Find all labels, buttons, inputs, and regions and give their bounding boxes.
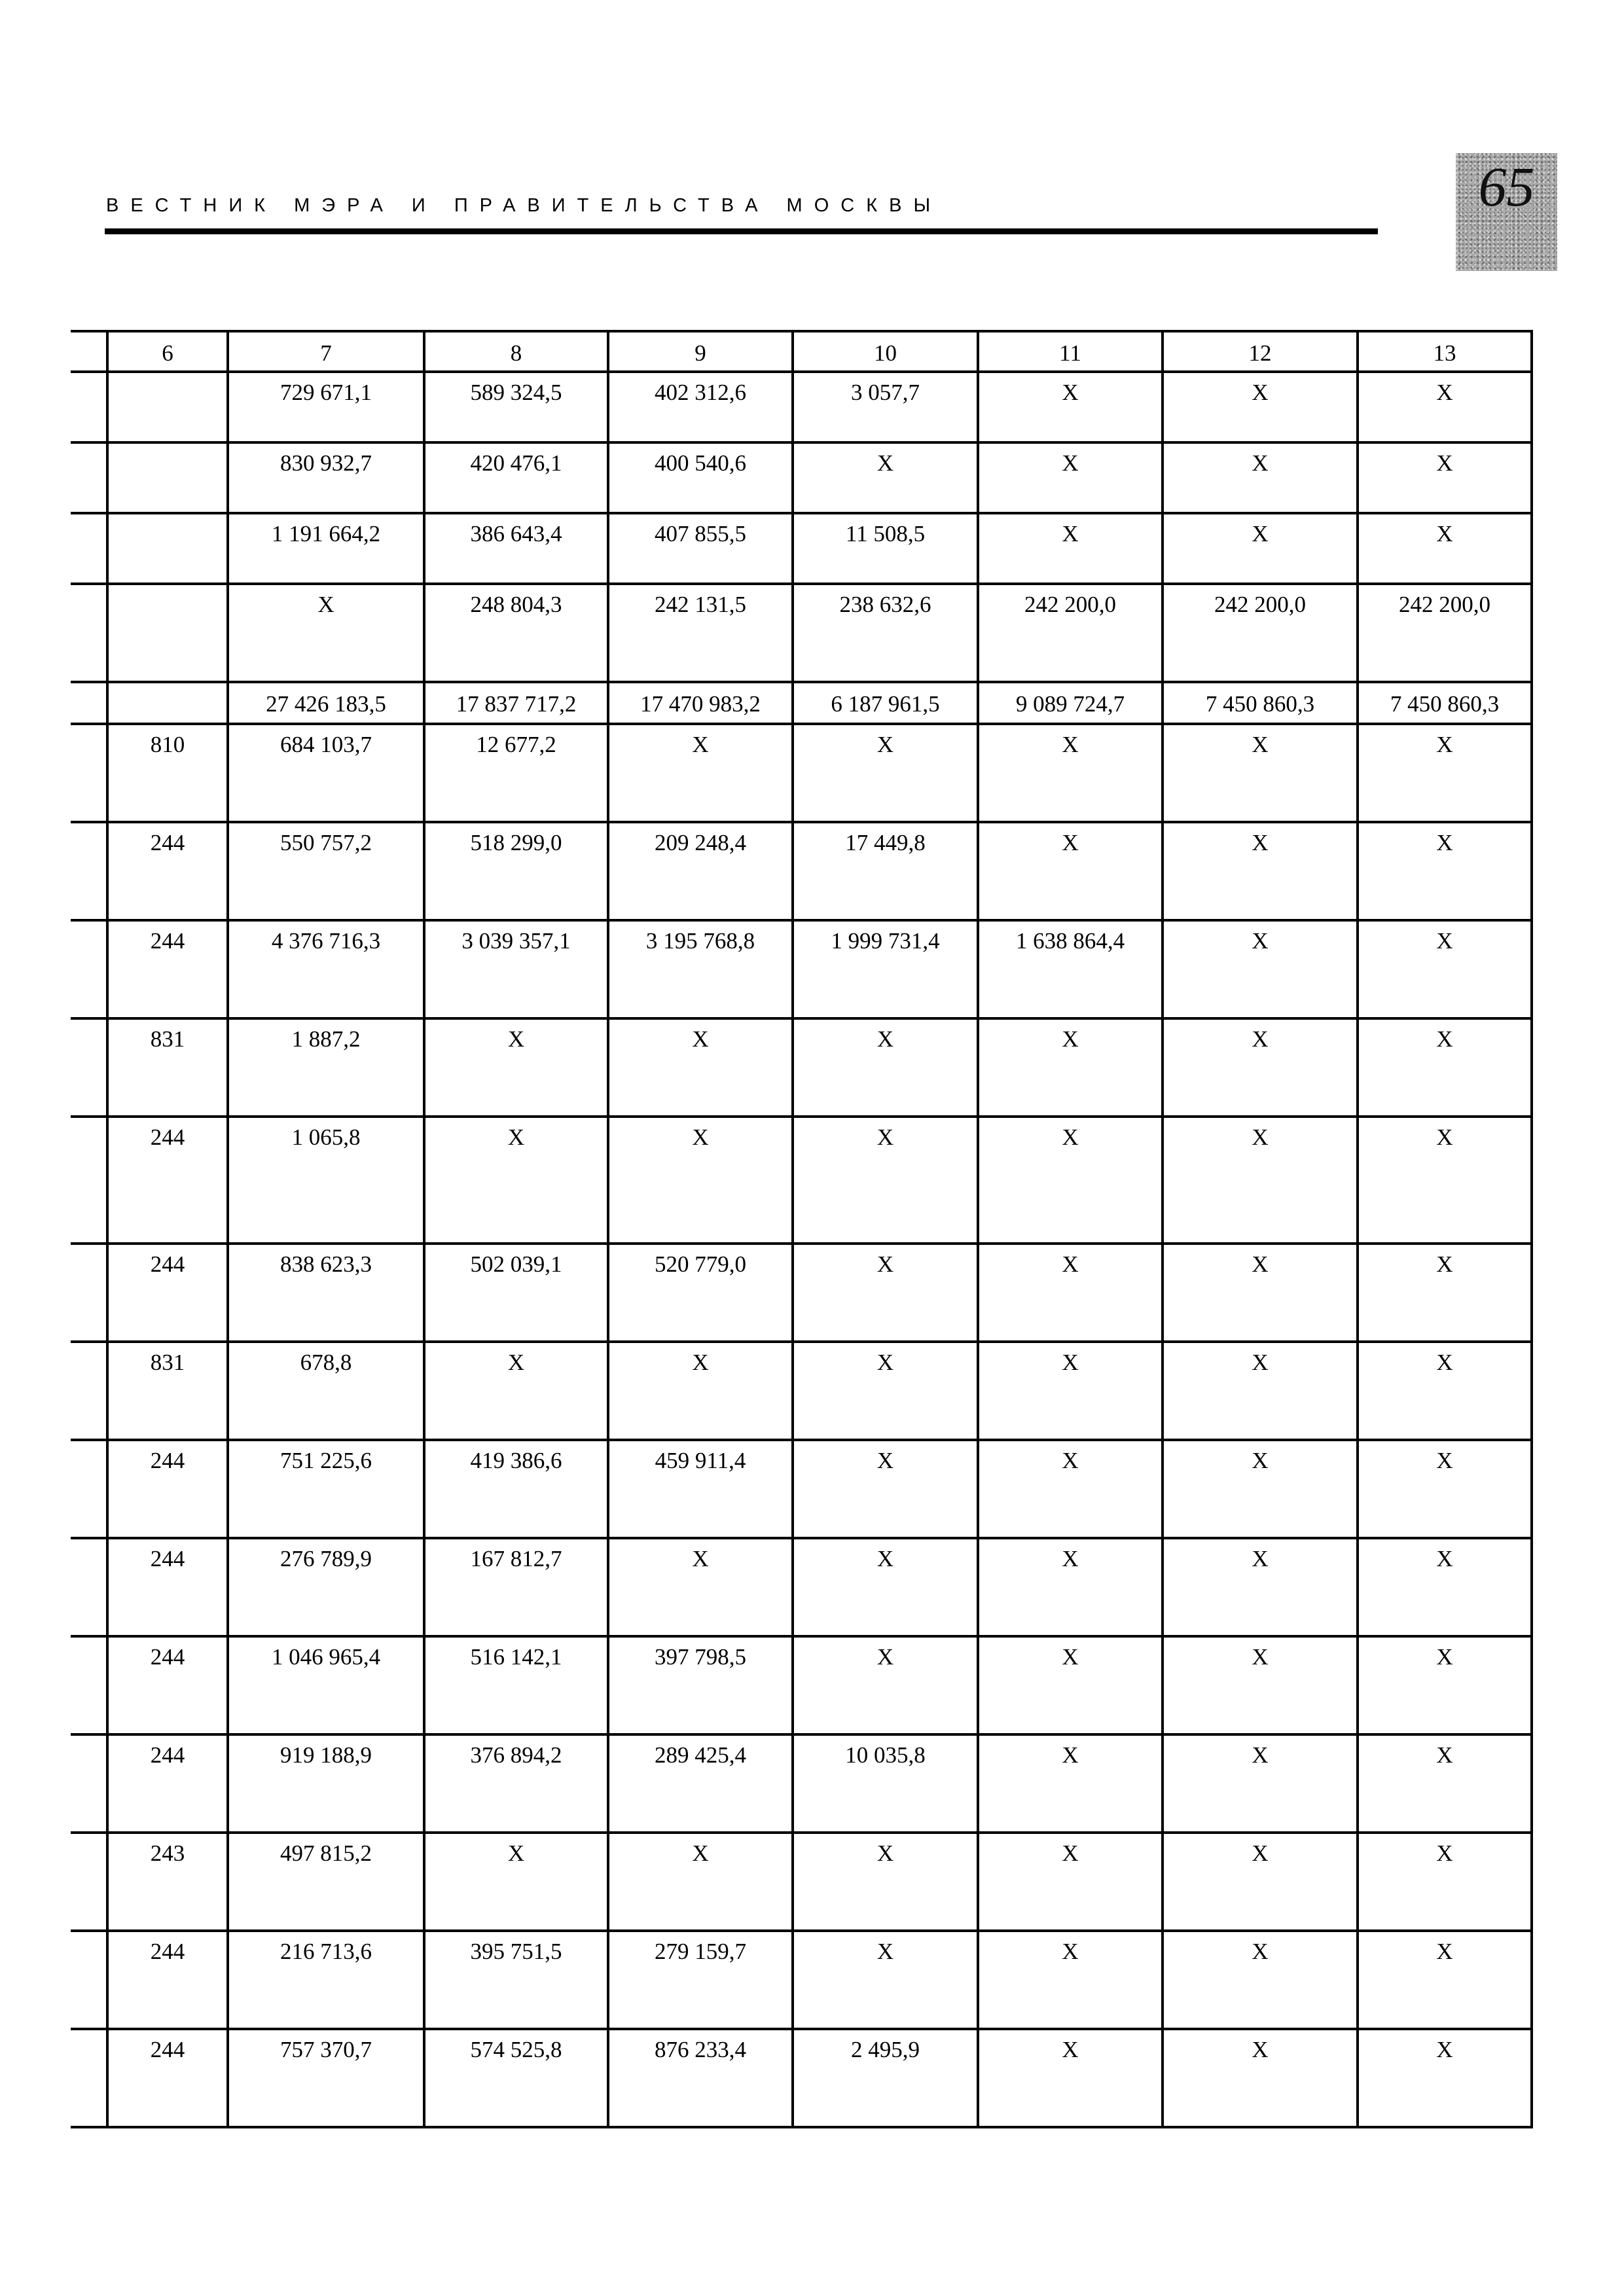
table-cell: 209 248,4 xyxy=(608,822,793,920)
table-cell: 502 039,1 xyxy=(424,1244,608,1342)
table-cell: X xyxy=(793,1931,978,2029)
table-cell: X xyxy=(978,513,1163,584)
table-stub-cell xyxy=(71,1117,107,1244)
table-row xyxy=(71,1244,1532,1342)
table-row xyxy=(71,513,1532,584)
table-cell: 684 103,7 xyxy=(228,724,424,822)
table-cell: X xyxy=(608,1018,793,1117)
table-cell: X xyxy=(1358,1538,1532,1636)
table-cell: X xyxy=(1358,372,1532,442)
table-cell: 276 789,9 xyxy=(228,1538,424,1636)
table-cell: X xyxy=(1163,1342,1358,1440)
table-cell: X xyxy=(424,1018,608,1117)
table-row xyxy=(71,1931,1532,2029)
table-cell: X xyxy=(608,1342,793,1440)
table-cell: X xyxy=(978,1833,1163,1931)
table-cell: 520 779,0 xyxy=(608,1244,793,1342)
table-cell: X xyxy=(608,1538,793,1636)
table-cell: 7 450 860,3 xyxy=(1163,682,1358,724)
table-cell: X xyxy=(1163,1734,1358,1833)
table-stub-cell xyxy=(71,1018,107,1117)
table-cell: X xyxy=(1358,442,1532,513)
table-stub-cell xyxy=(71,331,107,372)
table-cell: 248 804,3 xyxy=(424,584,608,682)
table-cell: 838 623,3 xyxy=(228,1244,424,1342)
table-cell: 7 450 860,3 xyxy=(1358,682,1532,724)
table-cell: X xyxy=(608,1833,793,1931)
table-cell: 289 425,4 xyxy=(608,1734,793,1833)
table-cell: 1 065,8 xyxy=(228,1117,424,1244)
table-cell: 400 540,6 xyxy=(608,442,793,513)
table-cell: X xyxy=(1358,1117,1532,1244)
table-row xyxy=(71,920,1532,1018)
column-header: 9 xyxy=(608,331,793,372)
table-cell: X xyxy=(793,1117,978,1244)
table-cell: X xyxy=(793,1244,978,1342)
table-cell: X xyxy=(1163,920,1358,1018)
table-cell: 919 188,9 xyxy=(228,1734,424,1833)
table-row xyxy=(71,1117,1532,1244)
table-cell: 550 757,2 xyxy=(228,822,424,920)
table-cell: X xyxy=(1358,822,1532,920)
table-cell: 376 894,2 xyxy=(424,1734,608,1833)
table-cell: 3 039 357,1 xyxy=(424,920,608,1018)
table-cell: X xyxy=(978,372,1163,442)
table-cell xyxy=(107,682,228,724)
column-header: 11 xyxy=(978,331,1163,372)
table-stub-cell xyxy=(71,1636,107,1734)
table-cell: X xyxy=(978,442,1163,513)
table-cell: X xyxy=(1163,1440,1358,1538)
table-cell: X xyxy=(978,1018,1163,1117)
table-cell: 386 643,4 xyxy=(424,513,608,584)
table-cell: X xyxy=(978,1342,1163,1440)
table-cell: X xyxy=(793,1636,978,1734)
table-cell: X xyxy=(228,584,424,682)
table-cell: 244 xyxy=(107,1636,228,1734)
table-cell: X xyxy=(424,1342,608,1440)
table-cell: X xyxy=(1358,1734,1532,1833)
table-cell: 589 324,5 xyxy=(424,372,608,442)
table-cell: X xyxy=(424,1833,608,1931)
table-stub-cell xyxy=(71,2029,107,2127)
page-number: 65 xyxy=(1478,155,1535,218)
table-cell: 9 089 724,7 xyxy=(978,682,1163,724)
table-stub-cell xyxy=(71,1833,107,1931)
table-cell: 757 370,7 xyxy=(228,2029,424,2127)
column-header: 13 xyxy=(1358,331,1532,372)
table-cell: X xyxy=(793,1342,978,1440)
table-stub-cell xyxy=(71,1342,107,1440)
table-cell: 167 812,7 xyxy=(424,1538,608,1636)
table-cell xyxy=(107,372,228,442)
table-cell: X xyxy=(1358,724,1532,822)
table-cell: 244 xyxy=(107,1931,228,2029)
table-row xyxy=(71,584,1532,682)
table-cell: 244 xyxy=(107,920,228,1018)
table-stub-cell xyxy=(71,1734,107,1833)
table-row xyxy=(71,724,1532,822)
table-cell: 876 233,4 xyxy=(608,2029,793,2127)
table-cell: 395 751,5 xyxy=(424,1931,608,2029)
table-stub-cell xyxy=(71,822,107,920)
table-cell: 2 495,9 xyxy=(793,2029,978,2127)
table-stub-cell xyxy=(71,584,107,682)
table-cell: X xyxy=(978,1117,1163,1244)
header-rule xyxy=(105,228,1378,234)
table-cell: 11 508,5 xyxy=(793,513,978,584)
table-stub-cell xyxy=(71,1538,107,1636)
table-cell: 244 xyxy=(107,1440,228,1538)
table-stub-cell xyxy=(71,513,107,584)
table-stub-cell xyxy=(71,682,107,724)
table-cell: 244 xyxy=(107,1117,228,1244)
table-row xyxy=(71,1018,1532,1117)
column-header: 12 xyxy=(1163,331,1358,372)
table-cell: X xyxy=(1358,2029,1532,2127)
table-cell xyxy=(107,442,228,513)
column-header: 6 xyxy=(107,331,228,372)
table-cell: X xyxy=(1163,1636,1358,1734)
table-cell: X xyxy=(1163,1018,1358,1117)
table-stub-cell xyxy=(71,724,107,822)
table-row xyxy=(71,822,1532,920)
table-cell: 397 798,5 xyxy=(608,1636,793,1734)
table-cell: 244 xyxy=(107,1734,228,1833)
table-cell: 407 855,5 xyxy=(608,513,793,584)
table-cell: 574 525,8 xyxy=(424,2029,608,2127)
table-cell: 751 225,6 xyxy=(228,1440,424,1538)
journal-title: ВЕСТНИК МЭРА И ПРАВИТЕЛЬСТВА МОСКВЫ xyxy=(106,195,943,216)
table-cell: X xyxy=(793,1833,978,1931)
table-cell: X xyxy=(1358,1931,1532,2029)
table-row xyxy=(71,1538,1532,1636)
page-number-badge xyxy=(1456,153,1557,271)
table-cell: X xyxy=(793,1538,978,1636)
table-cell: 1 638 864,4 xyxy=(978,920,1163,1018)
table-cell: X xyxy=(1358,1342,1532,1440)
table-cell: X xyxy=(608,1117,793,1244)
table-cell: 810 xyxy=(107,724,228,822)
table-cell: 516 142,1 xyxy=(424,1636,608,1734)
table-cell: 238 632,6 xyxy=(793,584,978,682)
table-cell: 729 671,1 xyxy=(228,372,424,442)
table-cell: 17 449,8 xyxy=(793,822,978,920)
table-cell xyxy=(107,584,228,682)
table-cell: 17 837 717,2 xyxy=(424,682,608,724)
table-cell: X xyxy=(978,1244,1163,1342)
table-cell: 1 046 965,4 xyxy=(228,1636,424,1734)
table-cell: 244 xyxy=(107,822,228,920)
table-cell: 402 312,6 xyxy=(608,372,793,442)
table-row xyxy=(71,1636,1532,1734)
table-cell: 678,8 xyxy=(228,1342,424,1440)
table-cell: X xyxy=(978,1538,1163,1636)
table-cell: X xyxy=(424,1117,608,1244)
table-cell: 518 299,0 xyxy=(424,822,608,920)
table-cell: X xyxy=(1163,724,1358,822)
table-cell: X xyxy=(1358,1244,1532,1342)
table-row xyxy=(71,442,1532,513)
table-cell: X xyxy=(793,1440,978,1538)
table-cell: X xyxy=(1163,1538,1358,1636)
table-cell: 244 xyxy=(107,1244,228,1342)
table-stub-cell xyxy=(71,920,107,1018)
table-cell: X xyxy=(978,1931,1163,2029)
table-cell: 27 426 183,5 xyxy=(228,682,424,724)
table-cell: 244 xyxy=(107,1538,228,1636)
table-cell: 497 815,2 xyxy=(228,1833,424,1931)
table-cell xyxy=(107,513,228,584)
table-cell: 4 376 716,3 xyxy=(228,920,424,1018)
table-cell: 17 470 983,2 xyxy=(608,682,793,724)
table-cell: 243 xyxy=(107,1833,228,1931)
table-stub-cell xyxy=(71,1440,107,1538)
table-cell: 831 xyxy=(107,1342,228,1440)
table-cell: X xyxy=(978,724,1163,822)
table-cell: 6 187 961,5 xyxy=(793,682,978,724)
table-row xyxy=(71,1342,1532,1440)
table-cell: 1 191 664,2 xyxy=(228,513,424,584)
table-cell: X xyxy=(1163,1117,1358,1244)
table-header-row xyxy=(71,331,1532,372)
table-cell: X xyxy=(1163,513,1358,584)
table-cell: X xyxy=(608,724,793,822)
table-cell: 244 xyxy=(107,2029,228,2127)
table-cell: X xyxy=(1358,1440,1532,1538)
table-cell: 3 057,7 xyxy=(793,372,978,442)
table-cell: X xyxy=(1358,1018,1532,1117)
table-cell: 420 476,1 xyxy=(424,442,608,513)
table-stub-cell xyxy=(71,372,107,442)
table-cell: 419 386,6 xyxy=(424,1440,608,1538)
table-cell: X xyxy=(978,1440,1163,1538)
table-cell: X xyxy=(793,442,978,513)
table-cell: 12 677,2 xyxy=(424,724,608,822)
table-cell: X xyxy=(978,1734,1163,1833)
table-cell: 242 200,0 xyxy=(1358,584,1532,682)
table-cell: X xyxy=(1163,372,1358,442)
table-cell: X xyxy=(1163,822,1358,920)
table-cell: X xyxy=(1163,442,1358,513)
budget-table xyxy=(71,330,1533,2128)
table-row xyxy=(71,1833,1532,1931)
table-cell: X xyxy=(978,822,1163,920)
table-cell: X xyxy=(978,2029,1163,2127)
table-stub-cell xyxy=(71,1244,107,1342)
table-row xyxy=(71,2029,1532,2127)
table-cell: X xyxy=(1163,2029,1358,2127)
table-cell: 1 887,2 xyxy=(228,1018,424,1117)
table-cell: 242 200,0 xyxy=(978,584,1163,682)
column-header: 7 xyxy=(228,331,424,372)
table-row xyxy=(71,682,1532,724)
table-stub-cell xyxy=(71,1931,107,2029)
table-cell: 830 932,7 xyxy=(228,442,424,513)
table-row xyxy=(71,1440,1532,1538)
table-cell: X xyxy=(1358,513,1532,584)
table-cell: X xyxy=(1358,920,1532,1018)
table-cell: X xyxy=(1358,1833,1532,1931)
table-cell: 831 xyxy=(107,1018,228,1117)
table-cell: 279 159,7 xyxy=(608,1931,793,2029)
table-cell: X xyxy=(1358,1636,1532,1734)
table-cell: X xyxy=(793,1018,978,1117)
table-row xyxy=(71,372,1532,442)
table-cell: X xyxy=(793,724,978,822)
table-cell: X xyxy=(1163,1833,1358,1931)
table-cell: 1 999 731,4 xyxy=(793,920,978,1018)
table-stub-cell xyxy=(71,442,107,513)
column-header: 8 xyxy=(424,331,608,372)
table-cell: 3 195 768,8 xyxy=(608,920,793,1018)
table-cell: 459 911,4 xyxy=(608,1440,793,1538)
table-cell: X xyxy=(1163,1931,1358,2029)
table-cell: 216 713,6 xyxy=(228,1931,424,2029)
table-cell: 10 035,8 xyxy=(793,1734,978,1833)
table-cell: 242 200,0 xyxy=(1163,584,1358,682)
column-header: 10 xyxy=(793,331,978,372)
table-cell: 242 131,5 xyxy=(608,584,793,682)
table-row xyxy=(71,1734,1532,1833)
table-cell: X xyxy=(1163,1244,1358,1342)
table-cell: X xyxy=(978,1636,1163,1734)
